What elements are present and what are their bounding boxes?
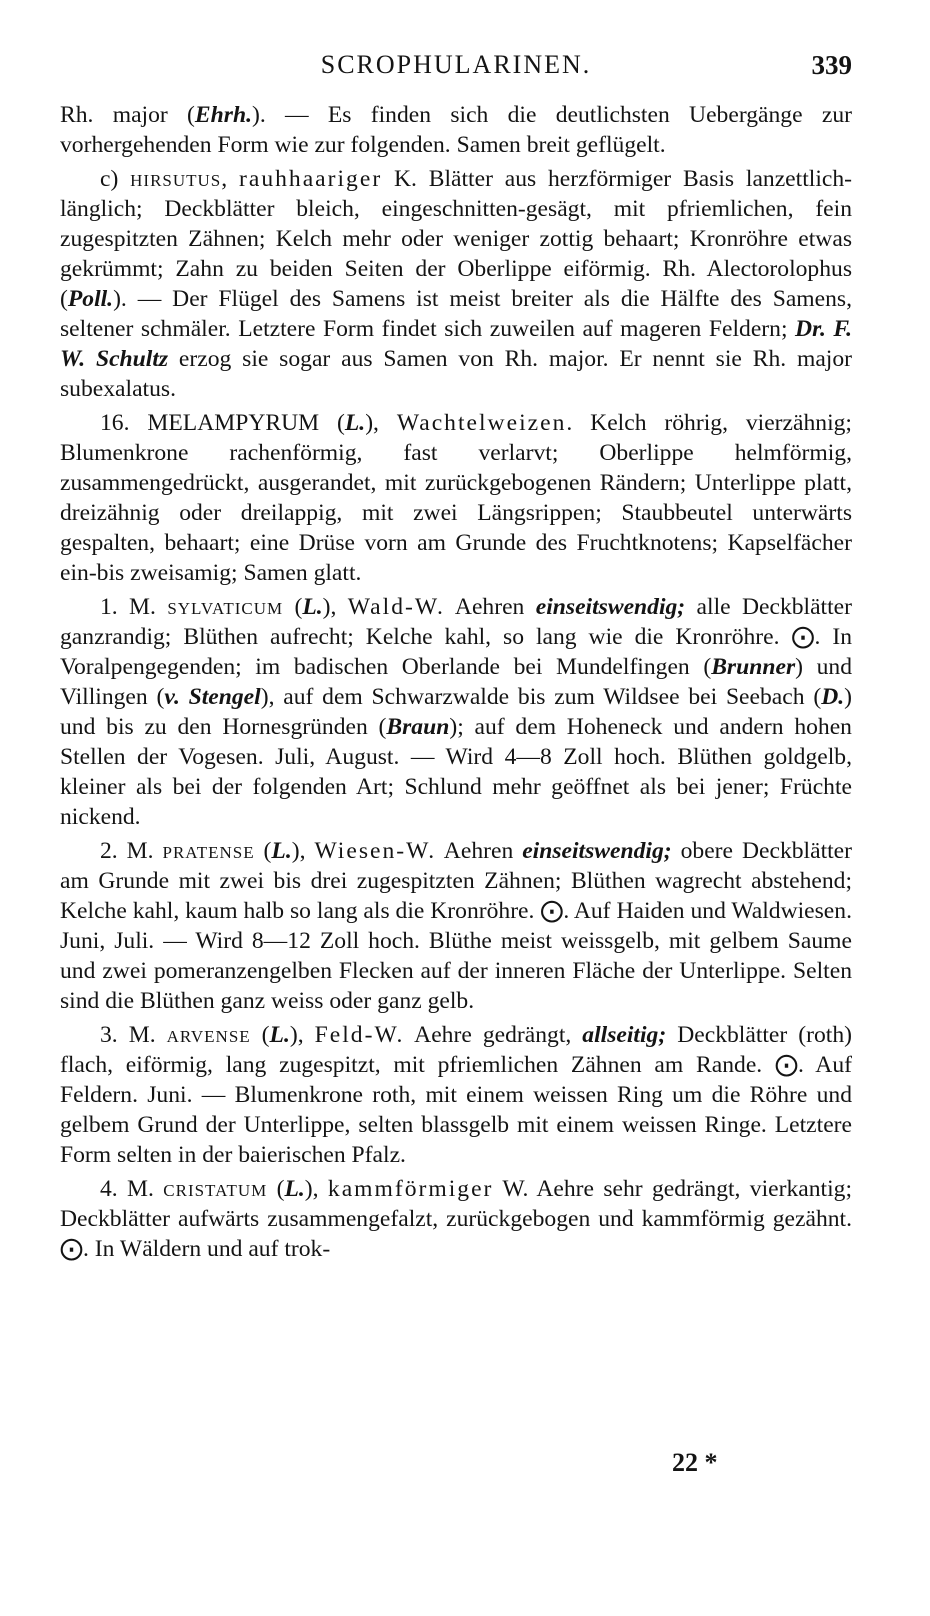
text-run: L. [344, 410, 366, 436]
text-run: obere Deckblätter am Grunde mit zwei bis drei zugespitzten Zähnen; Blüthen wagrecht abstehend; Kelche kahl, kaum halb so lang als die Kronröhre. [60, 838, 853, 924]
text-run: Deckblätter (roth) flach, eiförmig, lang zugespitzt, mit pfriemlichen Zähnen am Rande. [60, 1022, 852, 1078]
text-run: ), [365, 410, 397, 436]
text-run: L. [302, 594, 323, 620]
text-run: ). — Es finden sich die deutlichsten Uebergänge zur vorhergehenden Form wie zur folgenden. Samen breit geflügelt. [60, 102, 852, 158]
text-run: 1. M. [100, 594, 168, 620]
annual-plant-sign: ⨀ [774, 1052, 798, 1077]
text-run: Wachtelweizen [396, 410, 567, 436]
text-run: ( [267, 1176, 285, 1202]
text-run: kammförmiger [327, 1176, 494, 1202]
text-run: einseitswendig; [522, 838, 672, 864]
annual-plant-sign: ⨀ [540, 898, 564, 923]
text-run: c) [100, 166, 131, 192]
text-run: Wiesen-W. [314, 838, 437, 864]
text-run: Aehre gedrängt, [404, 1022, 583, 1048]
text-run: . Auf Haiden und Waldwiesen. Juni, Juli. — Wird 8—12 Zoll hoch. Blüthe meist weissgelb, mit gelbem Saume und zwei pomeranzengelben Flecken auf der inneren Fläche der Unterlippe. Selten sind die Blüthen ganz weiss oder ganz gelb. [60, 898, 852, 1014]
text-run: . Kelch röhrig, vierzähnig; Blumenkrone rachenförmig, fast verlarvt; Oberlippe helmförmig, zusammengedrückt, ausgerandet, mit zurückgebogenen Rändern; Unterlippe platt, dreizähnig oder dreilappig, mit zwei Längsrippen; Staubbeutel unterwärts gespalten, behaart; eine Drüse vorn am Grunde des Fruchtknotens; Kapselfächer ein-bis zweisamig; Samen glatt. [60, 410, 852, 586]
text-run: alle Deckblätter ganzrandig; Blüthen aufrecht; Kelche kahl, so lang wie die Kronröhre. [60, 594, 852, 650]
text-run: allseitig; [582, 1022, 667, 1048]
text-run: ); auf dem Hoheneck und andern hohen Stellen der Vogesen. Juli, August. — Wird 4—8 Zoll hoch. Blüthen goldgelb, kleiner als bei der folgenden Art; Schlund mehr geöffnet als bei jener; Früchte nickend. [60, 714, 852, 830]
text-run: . In Voralpengegenden; im badischen Oberlande bei Mundelfingen ( [60, 624, 852, 680]
text-run: Ehrh. [194, 102, 252, 128]
paragraph-sylvaticum [60, 592, 852, 832]
text-run: ( [250, 1022, 270, 1048]
text-run: ( [254, 838, 272, 864]
text-run: ) und Villingen ( [60, 654, 852, 710]
text-run: ), [291, 838, 315, 864]
text-run: D. [821, 684, 845, 710]
text-run: 2. M. [100, 838, 163, 864]
text-run: Rh. major ( [60, 102, 195, 128]
paragraph-cristatum [60, 1174, 852, 1264]
signature-mark: 22 * [672, 1448, 718, 1477]
text-run: Dr. F. W. Schultz [60, 316, 852, 372]
text-run: 4. M. [100, 1176, 164, 1202]
text-run: K. Blätter aus herzförmiger Basis lanzettlich-länglich; Deckblätter bleich, eingeschnitten-gesägt, mit pfriemlichen, fein zugespitzten Zähnen; Kelch mehr oder weniger zottig behaart; Kronröhre etwas gekrümmt; Zahn zu beiden Seiten der Oberlippe eiförmig. Rh. Alectorolophus ( [60, 166, 853, 312]
text-run: Braun [386, 714, 450, 740]
text-run: v. Stengel [164, 684, 261, 710]
text-run: Feld-W. [314, 1022, 405, 1048]
text-run: pratense [162, 838, 255, 864]
text-run: cristatum [163, 1176, 268, 1202]
text-run: Wald-W. [347, 594, 445, 620]
text-run: Poll. [67, 286, 114, 312]
text-run: ), auf dem Schwarzwalde bis zum Wildsee bei Seebach ( [260, 684, 822, 710]
text-run: L. [271, 838, 292, 864]
body-text [60, 100, 852, 1268]
text-run: hirsutus [130, 166, 222, 192]
running-head [60, 50, 852, 86]
text-run: 16. MELAMPYRUM ( [100, 410, 345, 436]
paragraph-hirsutus [60, 164, 852, 404]
text-run: W. Aehre sehr gedrängt, vierkantig; Deckblätter aufwärts zusammengefalzt, zurückgebogen und kammförmig gezähnt. [60, 1176, 852, 1232]
text-run: ). — Der Flügel des Samens ist meist breiter als die Hälfte des Samens, seltener schmäler. Letztere Form findet sich zuweilen auf mageren Feldern; [60, 286, 852, 342]
text-run: . In Wäldern und auf trok- [83, 1236, 331, 1262]
annual-plant-sign: ⨀ [791, 624, 815, 649]
text-run: ), [304, 1176, 328, 1202]
page-number: 339 [811, 50, 852, 80]
text-run: Aehren [436, 838, 523, 864]
paragraph-melampyrum [60, 408, 852, 588]
text-run: sylvaticum [167, 594, 284, 620]
text-run: rauhhaariger [238, 166, 383, 192]
text-run: ), [289, 1022, 315, 1048]
annual-plant-sign: ⨀ [60, 1236, 83, 1261]
text-run: L. [284, 1176, 305, 1202]
paragraph-arvense [60, 1020, 852, 1170]
text-run: Brunner [711, 654, 796, 680]
text-run: ) und bis zu den Hornesgründen ( [60, 684, 852, 740]
text-run: , [221, 166, 239, 192]
text-run: 3. M. [100, 1022, 167, 1048]
text-run: ), [322, 594, 348, 620]
paragraph-pratense [60, 836, 852, 1016]
text-run: L. [269, 1022, 290, 1048]
paragraph-rh-major-end [60, 100, 852, 160]
text-run: . Auf Feldern. Juni. — Blumenkrone roth, mit einem weissen Ring um die Röhre und gelbem Grund der Unterlippe, selten blassgelb mit einem weissen Ringe. Letztere Form selten in der baierischen Pfalz. [60, 1052, 853, 1168]
text-run: erzog sie sogar aus Samen von Rh. major. Er nennt sie Rh. major subexalatus. [60, 346, 853, 402]
text-run: ( [283, 594, 303, 620]
section-title: SCROPHULARINEN. [320, 50, 592, 79]
text-run: arvense [166, 1022, 251, 1048]
text-run: Aehren [444, 594, 536, 620]
text-run: einseitswendig; [535, 594, 686, 620]
